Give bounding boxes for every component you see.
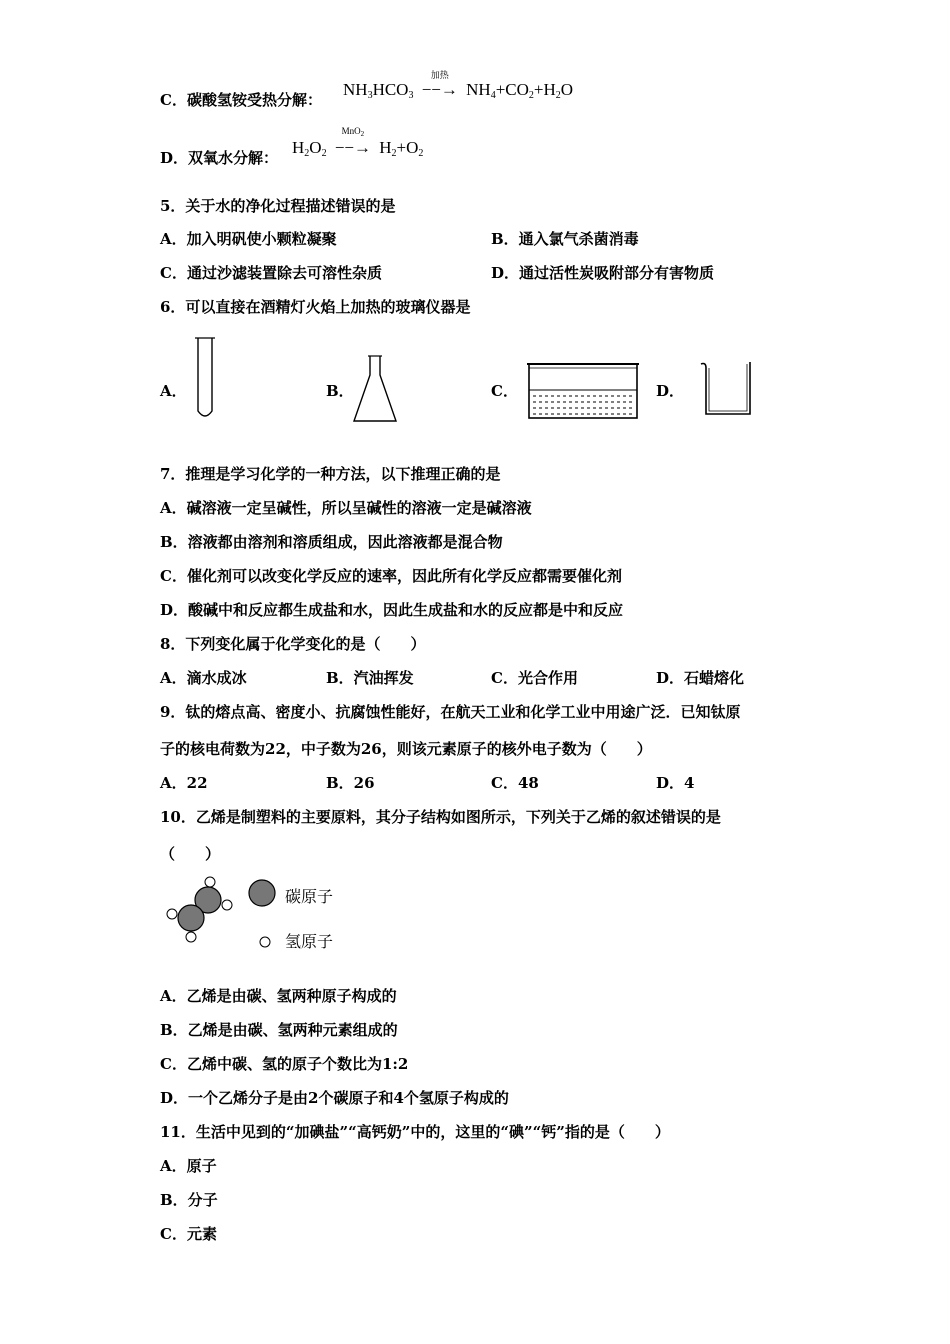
q5-option-d: D．通过活性炭吸附部分有害物质 xyxy=(491,264,715,282)
q9-option-a: A．22 xyxy=(160,774,208,792)
carbon-atom-legend-icon xyxy=(246,878,278,910)
q9-option-c: C．48 xyxy=(491,774,539,792)
q5-option-c: C．通过沙滤装置除去可溶性杂质 xyxy=(160,264,382,282)
q10-option-b: B．乙烯是由碳、氢两种元素组成的 xyxy=(160,1021,398,1039)
q7-stem: 7．推理是学习化学的一种方法，以下推理正确的是 xyxy=(160,465,501,483)
q10-option-a: A．乙烯是由碳、氢两种原子构成的 xyxy=(160,987,397,1005)
q9-option-d: D．4 xyxy=(656,774,695,792)
q7-option-c: C．催化剂可以改变化学反应的速率，因此所有化学反应都需要催化剂 xyxy=(160,567,622,585)
q6-stem: 6．可以直接在酒精灯火焰上加热的玻璃仪器是 xyxy=(160,298,471,316)
q6-option-b: B． xyxy=(326,382,354,400)
water-trough-icon xyxy=(525,360,641,422)
q9-option-b: B．26 xyxy=(326,774,375,792)
q10-option-c: C．乙烯中碳、氢的原子个数比为1:2 xyxy=(160,1055,409,1073)
catalyst-arrow: MnO$_2$ −−→ xyxy=(334,126,371,157)
q7-option-a: A．碱溶液一定呈碱性，所以呈碱性的溶液一定是碱溶液 xyxy=(160,499,532,517)
q11-option-c: C．元素 xyxy=(160,1225,217,1243)
q10-option-d: D．一个乙烯分子是由2个碳原子和4个氢原子构成的 xyxy=(160,1089,509,1107)
q4-option-c-equation: $NH_3HCO_3$ 加热 −−→ $NH_4+CO_2+H_2O$ xyxy=(343,70,574,101)
beaker-icon xyxy=(698,358,756,420)
q4-option-d-label: D．双氧水分解： xyxy=(160,149,279,167)
q11-option-b: B．分子 xyxy=(160,1191,218,1209)
q5-option-b: B．通入氯气杀菌消毒 xyxy=(491,230,639,248)
q7-option-d: D．酸碱中和反应都生成盐和水，因此生成盐和水的反应都是中和反应 xyxy=(160,601,624,619)
legend-hydrogen-label: 氢原子 xyxy=(285,932,334,951)
q6-option-c: C． xyxy=(491,382,518,400)
q6-option-a: A． xyxy=(160,382,187,400)
q11-stem: 11．生活中见到的“加碘盐”“高钙奶”中的，这里的“碘”“钙”指的是（ ） xyxy=(160,1123,670,1141)
legend-carbon-label: 碳原子 xyxy=(285,887,334,906)
q4-option-d-equation: $H_2O_2$ MnO$_2$ −−→ $H_2+O_2$ xyxy=(292,126,424,159)
conical-flask-icon xyxy=(350,353,400,425)
q9-stem-line1: 9．钛的熔点高、密度小、抗腐蚀性能好，在航天工业和化学工业中用途广泛．已知钛原 xyxy=(160,703,741,721)
q8-option-d: D．石蜡熔化 xyxy=(656,669,745,687)
q8-option-c: C．光合作用 xyxy=(491,669,578,687)
q7-option-b: B．溶液都由溶剂和溶质组成，因此溶液都是混合物 xyxy=(160,533,503,551)
q5-option-a: A．加入明矾使小颗粒凝聚 xyxy=(160,230,337,248)
q8-stem: 8．下列变化属于化学变化的是（ ） xyxy=(160,635,426,653)
q6-option-d: D． xyxy=(656,382,685,400)
q4-option-c-label: C．碳酸氢铵受热分解： xyxy=(160,91,322,109)
test-tube-icon xyxy=(192,335,218,423)
q10-stem-line2: （ ） xyxy=(160,845,221,863)
q9-stem-line2: 子的核电荷数为22，中子数为26，则该元素原子的核外电子数为（ ） xyxy=(160,740,652,758)
q8-option-b: B．汽油挥发 xyxy=(326,669,414,687)
q10-stem-line1: 10．乙烯是制塑料的主要原料，其分子结构如图所示，下列关于乙烯的叙述错误的是 xyxy=(160,808,721,826)
ethylene-molecule-icon xyxy=(160,872,240,950)
hydrogen-atom-legend-icon xyxy=(256,933,274,951)
q5-stem: 5．关于水的净化过程描述错误的是 xyxy=(160,197,396,215)
q8-option-a: A．滴水成冰 xyxy=(160,669,247,687)
heat-arrow: 加热 −−→ xyxy=(421,70,458,99)
q11-option-a: A．原子 xyxy=(160,1157,217,1175)
